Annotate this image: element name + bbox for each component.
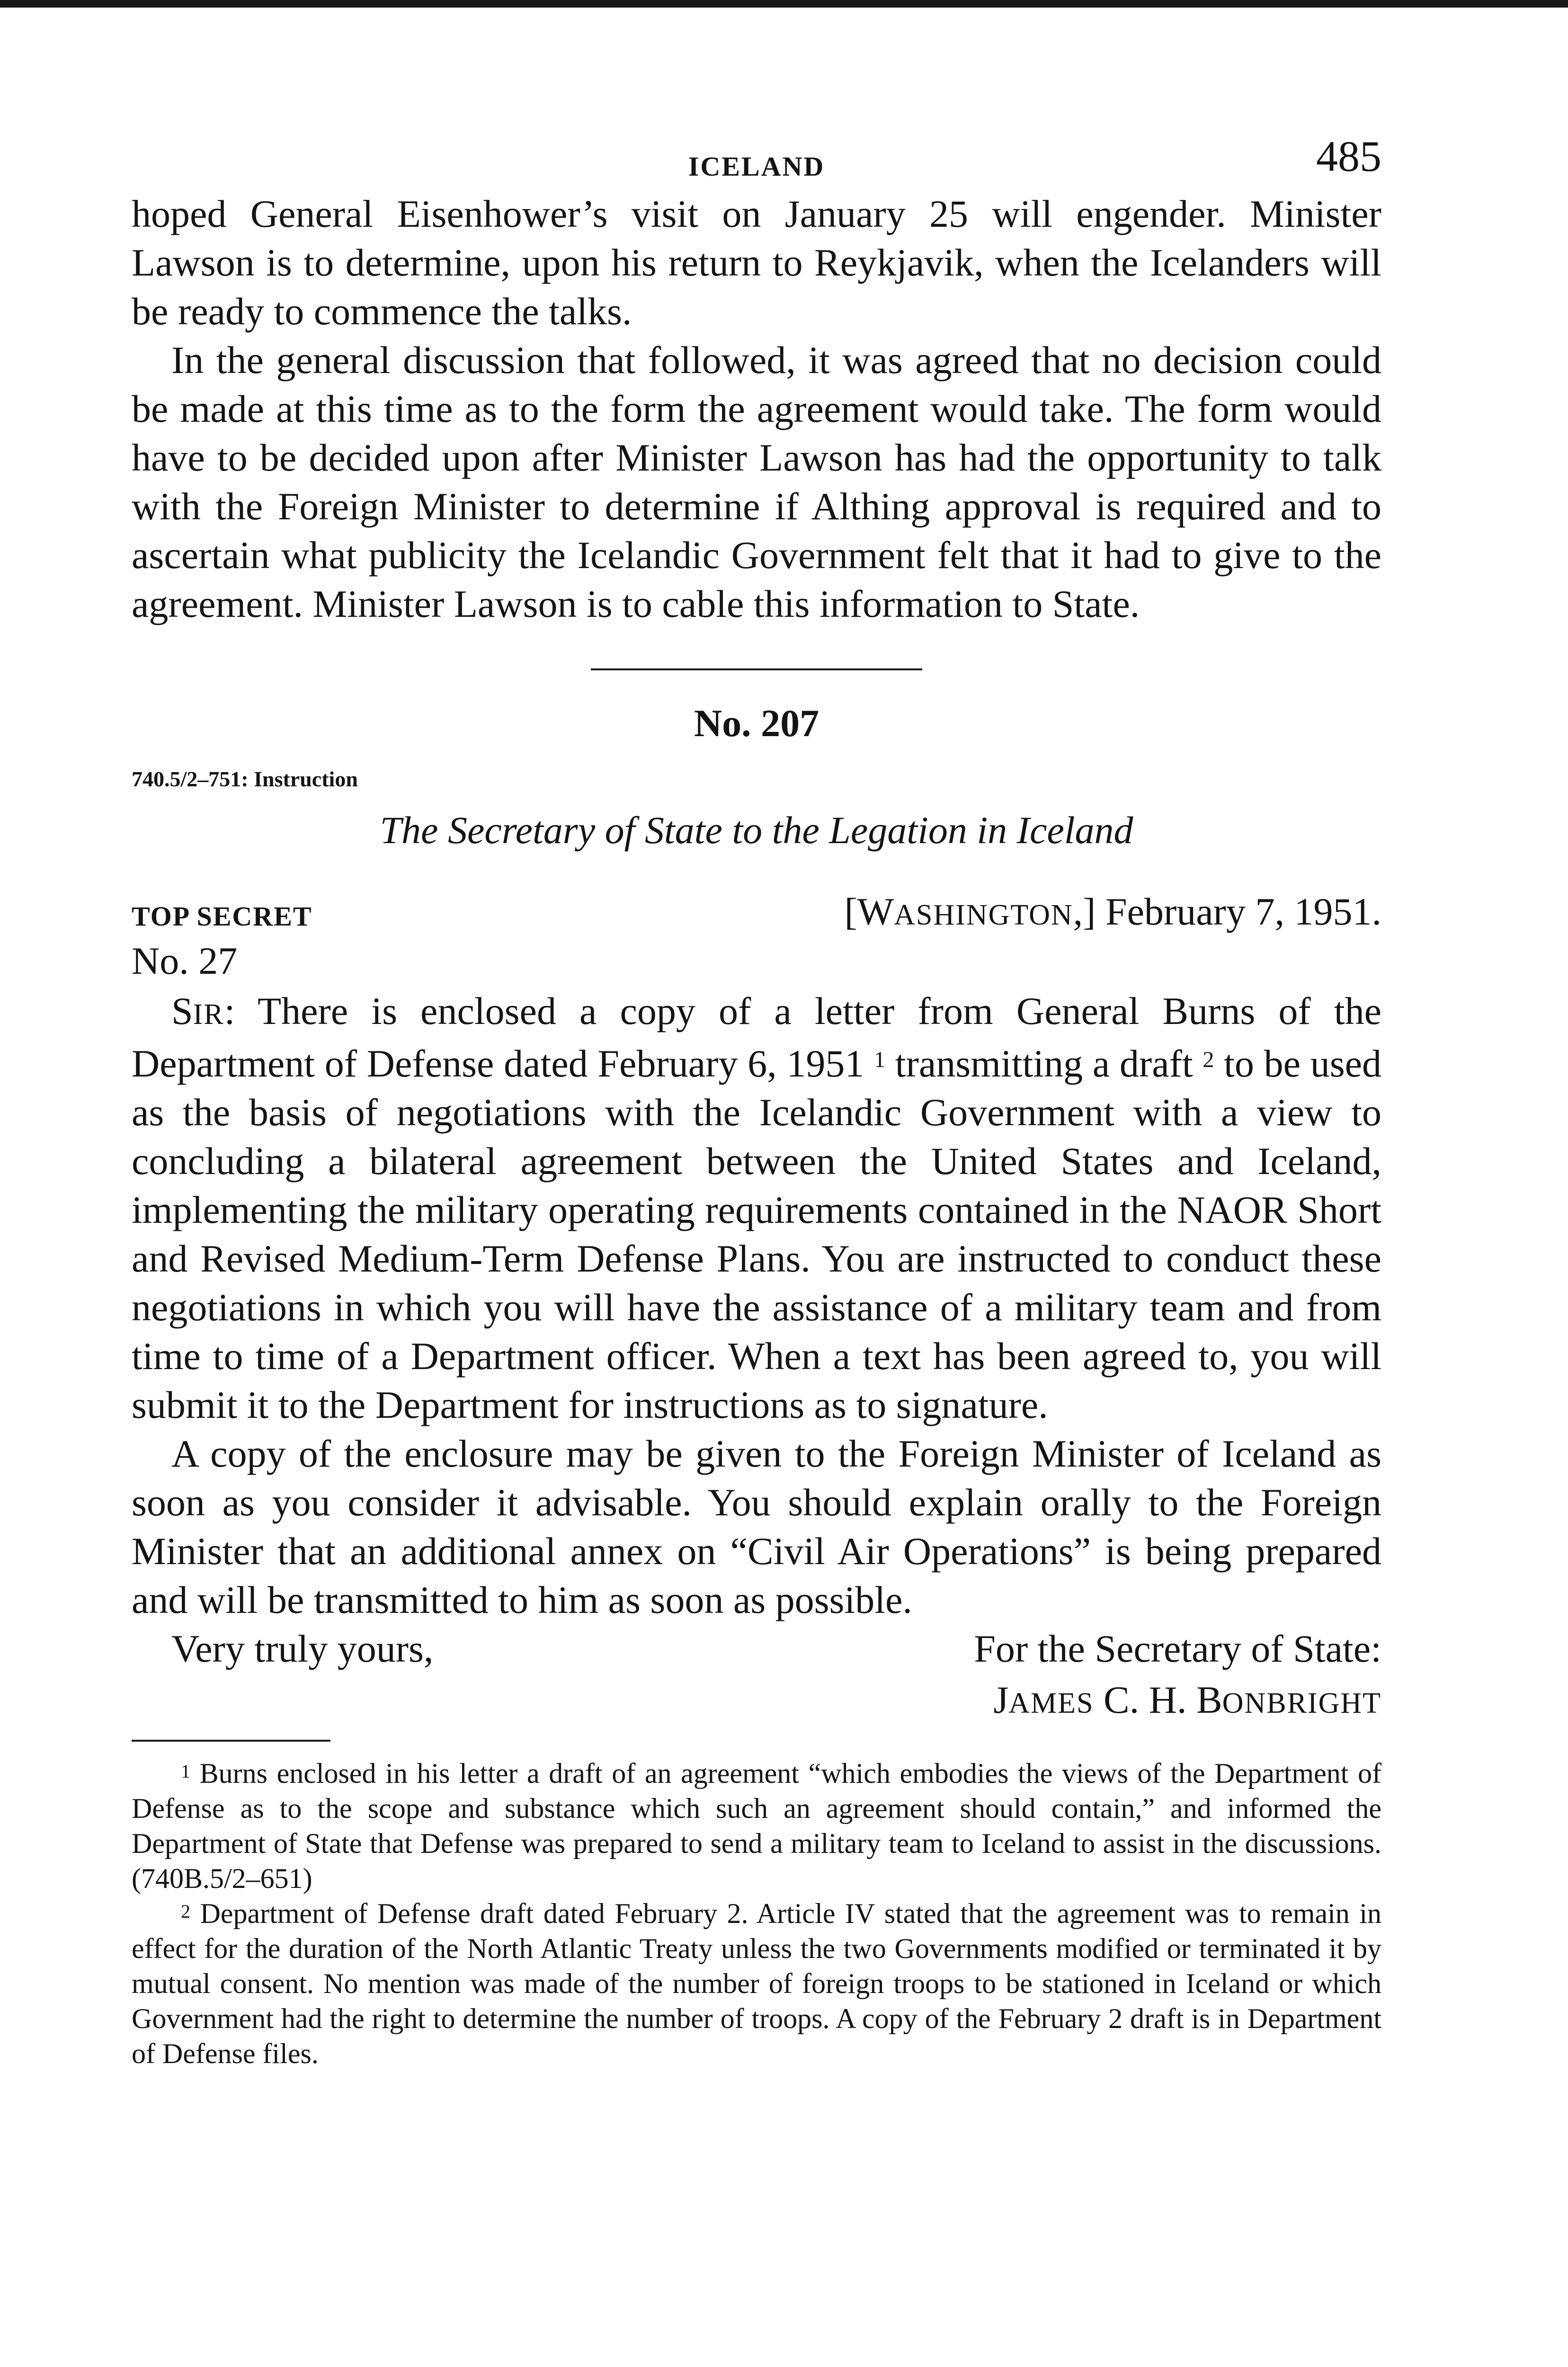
dateline-place-open: [W bbox=[844, 890, 894, 933]
dateline bbox=[844, 888, 1381, 939]
footnote-1-mark: 1 bbox=[181, 1761, 190, 1782]
letter-closing bbox=[132, 1624, 1381, 1722]
signer-name bbox=[993, 1676, 1381, 1727]
salutation-colon: : bbox=[224, 989, 235, 1032]
dateline-date: ,] February 7, 1951. bbox=[1073, 890, 1381, 933]
top-edge-rule bbox=[0, 0, 1568, 8]
carryover-paragraph-2: In the general discussion that followed, it was agreed that no decision could be made at this time as to the form the agreement would take. The form would have to be decided upon after Minister Lawson has had the opportunity to talk with the Foreign Minister to determine if Althing approval is required and to ascertain what publicity the Icelandic Government felt that it had to give to the agreement. Minister Lawson is to cable this information to State. bbox=[132, 338, 1381, 625]
signer-last-rest: ONBRIGHT bbox=[1222, 1687, 1381, 1719]
document-title: The Secretary of State to the Legation in Iceland bbox=[380, 809, 1133, 852]
page bbox=[132, 133, 1381, 2071]
signer-first-rest: AMES bbox=[1008, 1687, 1094, 1719]
footnote-reference-2[interactable]: 2 bbox=[1203, 1047, 1214, 1072]
running-head bbox=[132, 133, 1381, 189]
signature-for-line: For the Secretary of State: bbox=[974, 1627, 1381, 1670]
salutation-rest: IR bbox=[193, 998, 224, 1031]
carryover-paragraph-1: hoped General Eisenhower’s visit on January 25 will engender. Minister Lawson is to determine, upon his return to Reykjavik, when the Icelanders will be ready to commence the talks. bbox=[132, 192, 1381, 333]
valediction: Very truly yours, bbox=[171, 1627, 434, 1670]
signer-initial-b: B bbox=[1196, 1678, 1222, 1721]
document-number: No. 207 bbox=[694, 702, 820, 745]
footnote-2-text: Department of Defense draft dated February 2. Article IV stated that the agreement was to remain in effect for the duration of the North Atlantic Treaty unless the two Governments modified or terminated it by mutual consent. No mention was made of the number of foreign troops to be stationed in Iceland or which Government had the right to determine the number of troops. A copy of the February 2 draft is in Department of Defense files. bbox=[132, 1898, 1382, 2069]
letter-paragraph-1 bbox=[132, 987, 1381, 1429]
classification-label: TOP SECRET bbox=[132, 901, 312, 932]
letter-paragraph-2: A copy of the enclosure may be given to the Foreign Minister of Iceland as soon as you consider it advisable. You should explain orally to the Foreign Minister that an additional annex on “Civil Air Operations” is being prepared and will be transmitted to him as soon as possible. bbox=[132, 1432, 1381, 1621]
file-reference: 740.5/2–751: Instruction bbox=[132, 767, 358, 791]
instruction-number: No. 27 bbox=[132, 939, 238, 982]
letter-text-part-b: transmitting a draft bbox=[895, 1042, 1193, 1085]
dateline-place: ASHINGTON bbox=[894, 899, 1073, 931]
footnote-1-text: Burns enclosed in his letter a draft of an agreement “which embodies the views of the Department of Defense as to the scope and substance which such an agreement should contain,” and informed the Department of State that Defense was prepared to send a military team to Iceland to assist in the discussions. (740B.5/2–651) bbox=[132, 1758, 1381, 1894]
document-header-row bbox=[132, 888, 1381, 937]
letter-text-part-c: to be used as the basis of negotiations with the Icelandic Government with a view to concluding a bilateral agreement between the United States and Iceland, implementing the military operating requirements contained in the NAOR Short and Revised Medium-Term Defense Plans. You are instructed to conduct these negotiations in which you will have the assistance of a military team and from time to time of a Department officer. When a text has been agreed to, you will submit it to the Department for instructions as to signature. bbox=[132, 1042, 1382, 1426]
letter-text-part-a: There is enclosed a copy of a letter from General Burns of the Department of Defense dated February 6, 1951 bbox=[132, 989, 1381, 1085]
footnote-reference-1[interactable]: 1 bbox=[874, 1047, 886, 1072]
footnote-2-mark: 2 bbox=[181, 1901, 190, 1922]
footnote-rule bbox=[132, 1740, 330, 1742]
signer-initial-j: J bbox=[993, 1678, 1009, 1721]
footnote-1 bbox=[132, 1756, 1381, 1896]
page-number: 485 bbox=[1316, 132, 1381, 180]
footnote-2 bbox=[132, 1896, 1381, 2071]
signer-middle: C. H. bbox=[1094, 1678, 1196, 1721]
running-head-title: ICELAND bbox=[688, 151, 825, 182]
section-divider bbox=[591, 668, 922, 670]
salutation-initial: S bbox=[171, 989, 193, 1032]
